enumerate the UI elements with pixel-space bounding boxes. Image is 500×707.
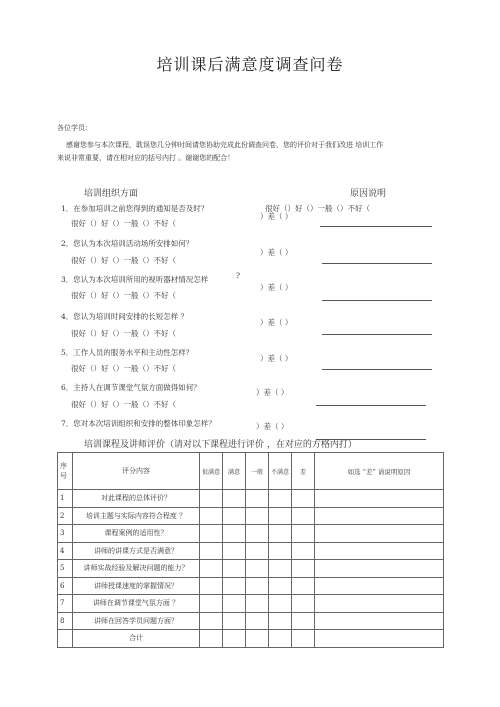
row-num: 8: [58, 612, 73, 630]
reason-cell[interactable]: [315, 542, 444, 560]
table-row: [58, 595, 444, 613]
score-cell[interactable]: [200, 577, 223, 595]
question-text: 您认为培训时间安排的长短怎样 ？: [73, 312, 189, 321]
row-num: 2: [58, 507, 73, 525]
total-reason-cell[interactable]: [315, 630, 444, 648]
score-cell[interactable]: [200, 507, 223, 525]
question-number: 6．: [61, 383, 74, 392]
score-cell[interactable]: [200, 542, 223, 560]
q3-options[interactable]: 很好（）好（）一般（）不好（: [71, 291, 176, 300]
score-cell[interactable]: [292, 612, 315, 630]
score-cell[interactable]: [200, 525, 223, 543]
total-cell[interactable]: [200, 630, 223, 648]
question-5: [61, 347, 193, 358]
row-item: 对此课程的总体评价？: [73, 490, 200, 508]
score-cell[interactable]: [246, 560, 269, 578]
header-score-unsatisfied: 不满意: [269, 453, 292, 490]
total-cell[interactable]: [269, 630, 292, 648]
q2-reason-field[interactable]: [322, 245, 432, 264]
score-cell[interactable]: [292, 577, 315, 595]
q1-reason-field[interactable]: [320, 208, 432, 227]
question-2: [61, 238, 193, 249]
question-number: 3．: [61, 275, 74, 284]
row-num: 1: [58, 490, 73, 508]
question-number: 5．: [61, 348, 74, 357]
q6-options[interactable]: 很好（）好（）一般（）不好（: [71, 400, 176, 409]
question-text: 您认为本次培训活动场所安排如何？: [73, 239, 194, 248]
q4-options[interactable]: 很好（）好（）一般（）不好（: [71, 329, 176, 338]
table-row: [58, 490, 444, 508]
score-cell[interactable]: [269, 595, 292, 613]
score-cell[interactable]: [269, 490, 292, 508]
question-4: [61, 311, 188, 322]
section-course-title: 培训课程及讲师评价（请对以下课程进行评价 ，在对应的方格内打）: [84, 440, 357, 450]
total-cell[interactable]: [292, 630, 315, 648]
table-row: [58, 525, 444, 543]
greeting: 各位学员：: [57, 124, 92, 132]
q2-options-end[interactable]: ）差（ ）: [260, 248, 293, 257]
evaluation-table: [57, 452, 444, 648]
q5-options[interactable]: 很好（）好（）一般（）不好（: [71, 364, 176, 373]
q1-options[interactable]: 很好（）好（）一般（）不好（: [71, 219, 176, 228]
reason-cell[interactable]: [315, 612, 444, 630]
score-cell[interactable]: [223, 595, 246, 613]
table-row: [58, 577, 444, 595]
score-cell[interactable]: [269, 560, 292, 578]
reason-cell[interactable]: [315, 490, 444, 508]
q3-reason-field[interactable]: [322, 282, 432, 301]
q6-reason-field[interactable]: [316, 387, 426, 406]
score-cell[interactable]: [292, 560, 315, 578]
q4-reason-field[interactable]: [322, 316, 432, 335]
header-score-poor: 差: [292, 453, 315, 490]
row-num: 6: [58, 577, 73, 595]
row-item: 课程案例的适用性？: [73, 525, 200, 543]
score-cell[interactable]: [200, 595, 223, 613]
score-cell[interactable]: [292, 542, 315, 560]
score-cell[interactable]: [269, 542, 292, 560]
q5-options-end[interactable]: ）差（ ）: [260, 354, 293, 363]
table-row: [58, 560, 444, 578]
row-item: 培训主题与实际内容符合程度 ？: [73, 507, 200, 525]
score-cell[interactable]: [246, 542, 269, 560]
total-num: [58, 630, 73, 648]
q6-options-end[interactable]: ）差（ ）: [256, 388, 289, 397]
reason-cell[interactable]: [315, 595, 444, 613]
q4-options-end[interactable]: ）差（ ）: [260, 318, 293, 327]
question-text: 您认为本次培训所用的视听器材情况怎样: [73, 275, 209, 284]
header-reason: 如选 “差” 请说明原因: [315, 453, 444, 490]
row-num: 7: [58, 595, 73, 613]
header-content: 评分内容: [73, 453, 200, 490]
row-item: 讲师在回答学员问题方面？: [73, 612, 200, 630]
score-cell[interactable]: [200, 612, 223, 630]
q7-options-end[interactable]: ）差（ ）: [256, 422, 289, 431]
table-row: [58, 612, 444, 630]
question-7: [61, 418, 216, 429]
score-cell[interactable]: [292, 525, 315, 543]
q3-mark: ?: [236, 271, 241, 280]
header-score-very-satisfied: 很满意: [200, 453, 223, 490]
total-cell[interactable]: [223, 630, 246, 648]
header-num: 序号: [58, 453, 73, 490]
score-cell[interactable]: [246, 595, 269, 613]
score-cell[interactable]: [246, 525, 269, 543]
reason-cell[interactable]: [315, 577, 444, 595]
q3-options-end[interactable]: ）差（ ）: [260, 283, 293, 292]
score-cell[interactable]: [269, 507, 292, 525]
score-cell[interactable]: [246, 612, 269, 630]
reason-cell[interactable]: [315, 507, 444, 525]
table-row: [58, 507, 444, 525]
section-organization-header: 培训组织方面: [84, 189, 139, 199]
question-number: 4．: [61, 312, 74, 321]
score-cell[interactable]: [292, 490, 315, 508]
total-cell[interactable]: [246, 630, 269, 648]
score-cell[interactable]: [223, 525, 246, 543]
score-cell[interactable]: [269, 612, 292, 630]
score-cell[interactable]: [246, 490, 269, 508]
score-cell[interactable]: [246, 507, 269, 525]
score-cell[interactable]: [269, 525, 292, 543]
question-number: 1．: [61, 204, 74, 213]
q1-options-top[interactable]: 很好（）好（）一般（）不好（: [265, 204, 370, 213]
table-header-row: [58, 453, 444, 490]
table-row: [58, 542, 444, 560]
header-score-satisfied: 满意: [223, 453, 246, 490]
question-text: 在参加培训之前您得到的通知是否及时？: [73, 204, 209, 213]
score-cell[interactable]: [223, 577, 246, 595]
row-item: 讲师实战经验及解决问题的能力？: [73, 560, 200, 578]
intro-line-1: 感谢您参与本次课程，耽误您几分钟时间请您协助完成此份调查问卷，您的评价对于我们改进 培训工作: [66, 141, 384, 149]
row-item: 讲师的讲课方式是否满意？: [73, 542, 200, 560]
question-6: [61, 382, 201, 393]
score-cell[interactable]: [292, 595, 315, 613]
q5-reason-field[interactable]: [322, 351, 432, 370]
question-number: 2．: [61, 239, 74, 248]
question-text: 主持人在调节课堂气氛方面做得如何？: [73, 383, 201, 392]
score-cell[interactable]: [223, 612, 246, 630]
q2-options[interactable]: 很好（）好（）一般（）不好（: [71, 256, 176, 265]
row-num: 4: [58, 542, 73, 560]
row-item: 讲师授课速度的掌握情况？: [73, 577, 200, 595]
row-item: 讲师在调节课堂气氛方面 ？: [73, 595, 200, 613]
score-cell[interactable]: [246, 577, 269, 595]
score-cell[interactable]: [269, 577, 292, 595]
row-num: 3: [58, 525, 73, 543]
question-text: 您对本次培训组织和安排的整体印象怎样？: [73, 419, 216, 428]
score-cell[interactable]: [223, 507, 246, 525]
question-number: 7．: [61, 419, 74, 428]
page-title: 培训课后满意度调查问卷: [156, 55, 344, 74]
score-cell[interactable]: [292, 507, 315, 525]
q1-options-end[interactable]: ）差（ ）: [260, 212, 293, 221]
reason-header: 原因说明: [350, 189, 387, 199]
score-cell[interactable]: [200, 560, 223, 578]
reason-cell[interactable]: [315, 525, 444, 543]
table-total-row: [58, 630, 444, 648]
total-label: 合计: [73, 630, 200, 648]
question-3: [61, 274, 208, 285]
question-text: 工作人员的服务水平和主动性怎样？: [73, 348, 194, 357]
score-cell[interactable]: [223, 542, 246, 560]
reason-cell[interactable]: [315, 560, 444, 578]
header-score-average: 一般: [246, 453, 269, 490]
question-1: [61, 203, 208, 214]
score-cell[interactable]: [223, 560, 246, 578]
score-cell[interactable]: [223, 490, 246, 508]
score-cell[interactable]: [200, 490, 223, 508]
row-num: 5: [58, 560, 73, 578]
intro-line-2: 来说非常重要，请在相对应的括号内打 。谢谢您的配合！: [57, 154, 235, 162]
